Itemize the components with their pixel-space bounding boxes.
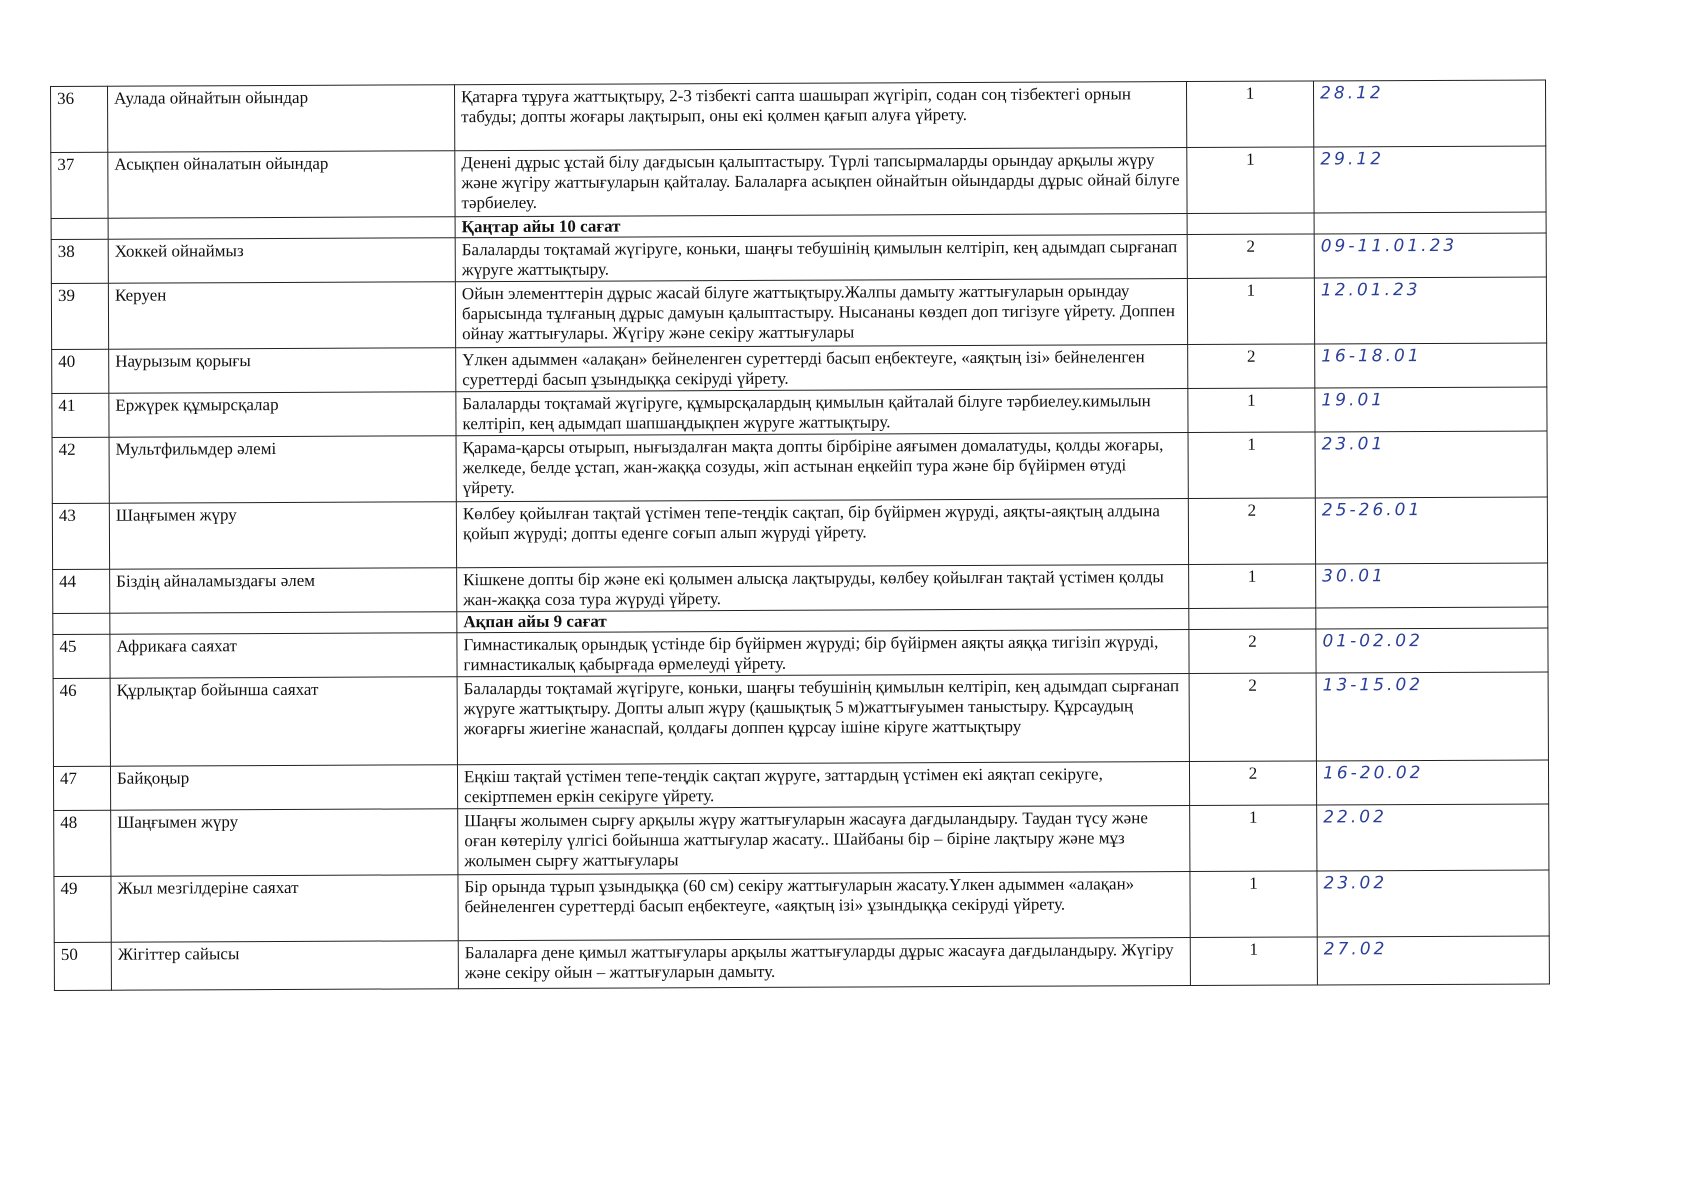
lesson-title: Шаңғымен жүру xyxy=(111,809,458,877)
lesson-number: 47 xyxy=(53,766,110,810)
lesson-title: Мультфильмдер әлемі xyxy=(109,436,456,504)
lesson-date-handwritten: 23.02 xyxy=(1317,870,1549,937)
lesson-hours: 2 xyxy=(1188,498,1315,565)
lesson-plan-table xyxy=(50,79,1550,991)
lesson-number: 40 xyxy=(52,349,109,393)
lesson-hours: 2 xyxy=(1189,673,1316,762)
table-row xyxy=(54,870,1549,943)
lesson-number: 38 xyxy=(51,239,108,283)
lesson-title: Жігіттер сайысы xyxy=(111,941,458,991)
lesson-date-handwritten: 13-15.02 xyxy=(1316,672,1548,761)
lesson-title: Аулада ойнайтын ойындар xyxy=(108,85,455,153)
lesson-number: 48 xyxy=(54,810,111,876)
table-row xyxy=(53,563,1548,614)
lesson-title: Шаңғымен жүру xyxy=(109,502,456,570)
lesson-description: Үлкен адыммен «алақан» бейнеленген суреттерді басып еңбектеуге, «аяқтың ізі» бейнеленген суреттерді басып ұзындыққа секіруді үйрету. xyxy=(456,345,1188,392)
lesson-description: Балаларды тоқтамай жүгіруге, коньки, шаңғы тебушінің қимылын келтіріп, кең адымдап сырғанап жүруге жаттықтыру. Допты алып жүру (қашықтық 5 м)жаттығуымен таныстыру. Құрсаудың жоғарғы жиегіне жанаспай, қолдағы доппен құрсау ішіне кіруге жаттықтыру xyxy=(457,674,1189,765)
lesson-date-handwritten: 25-26.01 xyxy=(1315,497,1547,564)
lesson-hours: 1 xyxy=(1188,432,1315,499)
lesson-date-handwritten: 30.01 xyxy=(1316,563,1548,608)
month-header: Ақпан айы 9 сағат xyxy=(457,609,1189,633)
table-row xyxy=(51,233,1546,284)
lesson-title: Құрлықтар бойынша саяхат xyxy=(110,677,457,767)
lesson-date-handwritten: 22.02 xyxy=(1317,804,1549,871)
lesson-title: Байқоңыр xyxy=(110,765,457,811)
lesson-description: Гимнастикалық орындық үстінде бір бүйірмен жүруді; бір бүйірмен аяқты аяққа тигізіп жүруді, гимнастикалық қабырғада өрмелеуді үйрету. xyxy=(457,630,1189,677)
month-header: Қаңтар айы 10 сағат xyxy=(455,214,1187,238)
lesson-date-handwritten: 27.02 xyxy=(1317,936,1549,985)
lesson-number: 46 xyxy=(53,678,110,766)
lesson-title: Наурызым қорығы xyxy=(109,348,456,394)
lesson-date-handwritten: 16-20.02 xyxy=(1316,760,1548,805)
lesson-title: Керуен xyxy=(108,282,455,350)
table-row xyxy=(51,80,1546,153)
lesson-number: 41 xyxy=(52,393,109,437)
lesson-hours: 1 xyxy=(1186,81,1313,148)
lesson-date-handwritten: 23.01 xyxy=(1315,431,1547,498)
lesson-date-handwritten: 19.01 xyxy=(1315,387,1547,432)
table-row xyxy=(54,936,1549,991)
lesson-number: 45 xyxy=(53,634,110,678)
lesson-title: Хоккей ойнаймыз xyxy=(108,238,455,284)
lesson-date-handwritten: 29.12 xyxy=(1314,146,1546,213)
lesson-number: 42 xyxy=(52,437,109,503)
lesson-number: 43 xyxy=(52,503,109,569)
lesson-plan-body xyxy=(51,80,1550,991)
lesson-description: Көлбеу қойылған тақтай үстімен тепе-теңдік сақтап, бір бүйірмен жүруді, аяқты-аяқтың алдына қойып жүруді; допты еденге соғып алып жүруді үйрету. xyxy=(456,499,1188,568)
lesson-date-handwritten: 01-02.02 xyxy=(1316,628,1548,673)
lesson-description: Кішкене допты бір және екі қолымен алысқа лақтыруды, көлбеу қойылған тақтай үстімен қолды жан-жаққа соза тура жүруді үйрету. xyxy=(457,565,1189,612)
lesson-description: Қатарға тұруға жаттықтыру, 2-3 тізбекті сапта шашырап жүгіріп, содан соң тізбектегі орнын табуды; допты жоғары лақтырып, оны екі қолмен қағып алуға үйрету. xyxy=(454,82,1186,151)
table-row xyxy=(53,628,1548,679)
lesson-hours: 1 xyxy=(1190,871,1317,938)
lesson-date-handwritten: 12.01.23 xyxy=(1314,277,1546,344)
table-row xyxy=(51,146,1546,219)
lesson-number: 49 xyxy=(54,876,111,942)
lesson-title: Жыл мезгілдеріне саяхат xyxy=(111,875,458,943)
lesson-hours: 1 xyxy=(1187,147,1314,214)
lesson-date-handwritten: 09-11.01.23 xyxy=(1314,233,1546,278)
lesson-hours: 1 xyxy=(1189,564,1316,609)
lesson-title: Асықпен ойналатын ойындар xyxy=(108,151,455,219)
lesson-date-handwritten: 28.12 xyxy=(1313,80,1545,147)
lesson-hours: 2 xyxy=(1189,629,1316,674)
lesson-number: 50 xyxy=(54,942,111,990)
table-row xyxy=(51,277,1546,350)
lesson-hours: 2 xyxy=(1188,344,1315,389)
lesson-hours: 1 xyxy=(1187,278,1314,345)
table-row xyxy=(54,804,1549,877)
table-row xyxy=(53,760,1548,811)
lesson-description: Ойын элементтерін дұрыс жасай білуге жаттықтыру.Жалпы дамыту жаттығуларын орындау барысында тұлғаның дұрыс дамуын қалыптастыру. Нысананы көздеп доп тигізуге үйрету. Доппен ойнау жаттығулары. Жүгіру және секіру жаттығулары xyxy=(455,279,1187,348)
lesson-number: 36 xyxy=(51,86,108,152)
lesson-hours: 2 xyxy=(1187,234,1314,279)
lesson-title: Ержүрек құмырсқалар xyxy=(109,392,456,438)
table-row xyxy=(52,497,1547,570)
lesson-number: 39 xyxy=(51,283,108,349)
lesson-description: Денені дұрыс ұстай білу дағдысын қалыптастыру. Түрлі тапсырмаларды орындау арқылы жүру және жүгіру жаттығуларын қайталау. Балаларға асықпен ойнайтын ойындарды дұрыс ойнай білуге тәрбиелеу. xyxy=(455,148,1187,217)
lesson-hours: 1 xyxy=(1190,805,1317,872)
lesson-number: 44 xyxy=(53,569,110,613)
lesson-hours: 1 xyxy=(1188,388,1315,433)
lesson-description: Шаңғы жолымен сырғу арқылы жүру жаттығуларын жасауға дағдыландыру. Таудан түсу және оған көтерілу үлгісі бойынша жаттығулар жасату.. Шайбаны бір – біріне лақтыру және мұз жолымен сырғу жаттығулары xyxy=(458,806,1190,875)
lesson-date-handwritten: 16-18.01 xyxy=(1315,343,1547,388)
lesson-hours: 2 xyxy=(1189,761,1316,806)
table-row xyxy=(52,387,1547,438)
lesson-description: Еңкіш тақтай үстімен тепе-теңдік сақтап жүруге, заттардың үстімен екі аяқтап секіруге, секіртпемен еркін секіруге үйрету. xyxy=(457,762,1189,809)
lesson-hours: 1 xyxy=(1190,937,1317,986)
lesson-title: Африкаға саяхат xyxy=(110,633,457,679)
lesson-title: Біздің айналамыздағы әлем xyxy=(110,568,457,614)
lesson-number: 37 xyxy=(51,152,108,218)
table-row xyxy=(53,672,1548,767)
lesson-description: Балаларды тоқтамай жүгіруге, құмырсқалардың қимылын қайталай білуге тәрбиелеу.кимылын келтіріп, кең адымдап шапшаңдықпен жүруге жаттықтыру. xyxy=(456,389,1188,436)
lesson-description: Балаларға дене қимыл жаттығулары арқылы жаттығуларды дұрыс жасауға дағдыландыру. Жүгіру және секіру ойын – жаттығуларын дамыту. xyxy=(458,938,1190,989)
table-row xyxy=(52,343,1547,394)
lesson-description: Бір орында тұрып ұзындыққа (60 см) секіру жаттығуларын жасату.Үлкен адыммен «алақан» бейнеленген суреттерді басып еңбектеуге, «аяқтың ізі» ұзындыққа секіруді үйрету. xyxy=(458,872,1190,941)
lesson-description: Балаларды тоқтамай жүгіруге, коньки, шаңғы тебушінің қимылын келтіріп, кең адымдап сырғанап жүруге жаттықтыру. xyxy=(455,235,1187,282)
table-row xyxy=(52,431,1547,504)
lesson-description: Қарама-қарсы отырып, нығыздалған мақта допты бірбіріне аяғымен домалатуды, қолды жоғары, желкеде, белде ұстап, жан-жаққа созуды, жіп астынан еңкейіп тура және бір бүйірмен өтуді үйрету. xyxy=(456,433,1188,502)
